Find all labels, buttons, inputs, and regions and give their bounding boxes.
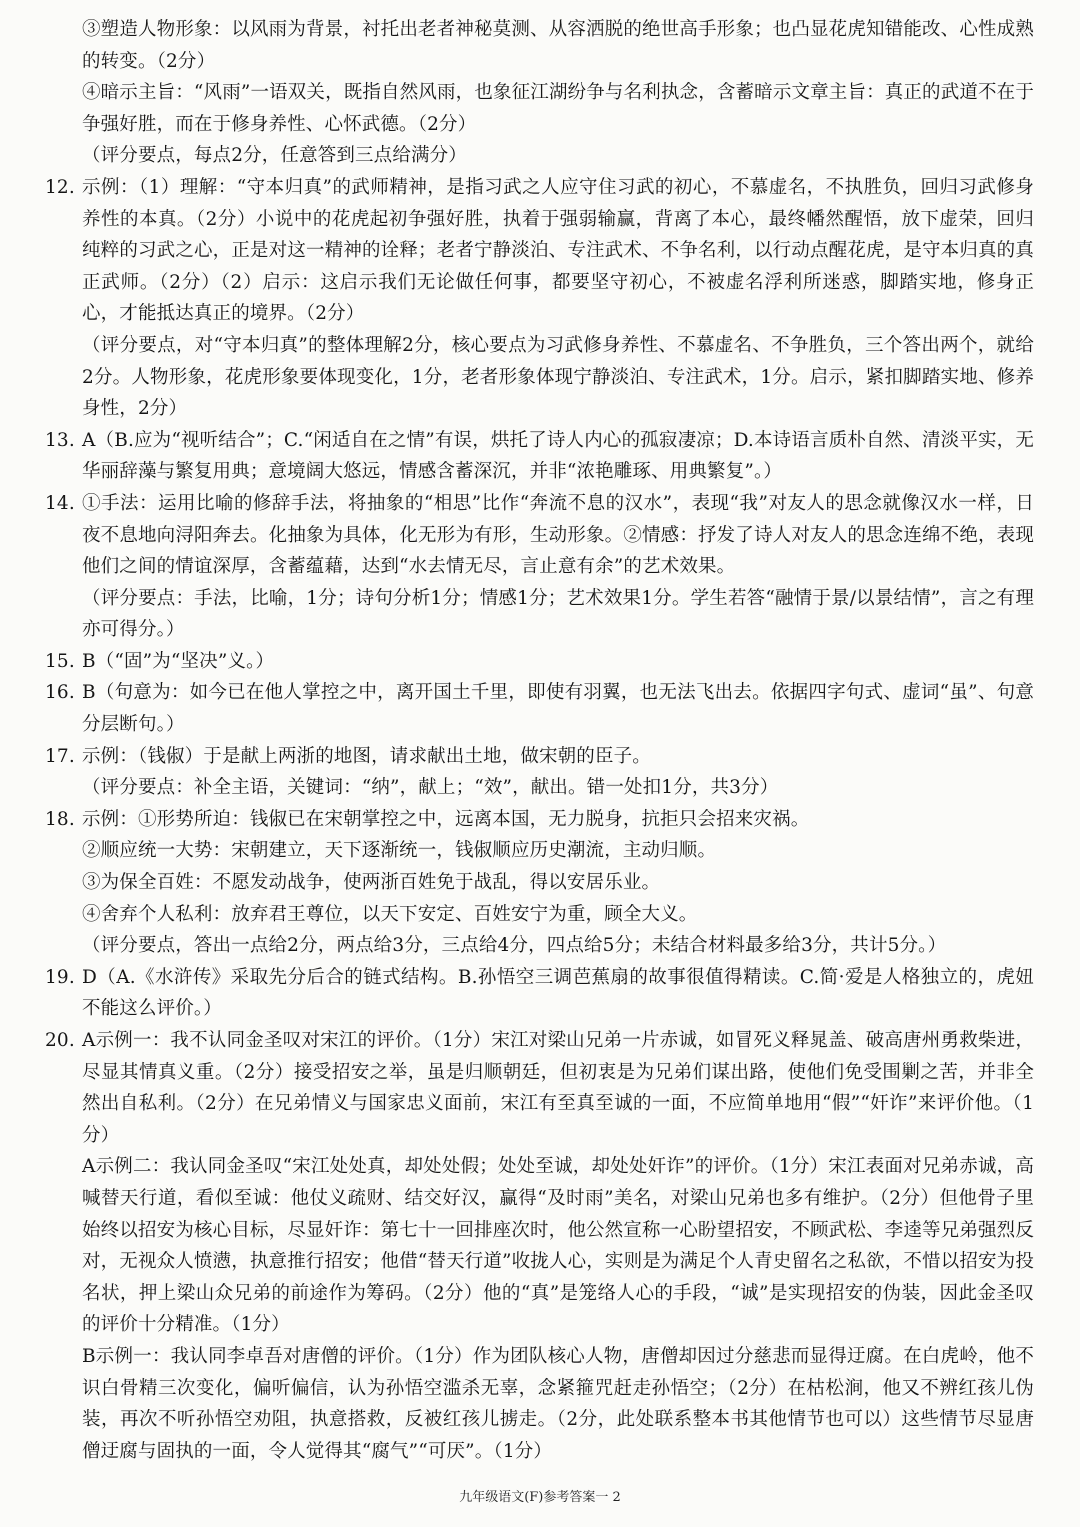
answer-text: B（“固”为“坚决”义。） (82, 650, 275, 672)
page-footer: 九年级语文(F)参考答案一 2 (459, 1490, 621, 1505)
q11-point-3: ③塑造人物形象：以风雨为背景，衬托出老者神秘莫测、从容洒脱的绝世高手形象；也凸显花虎知错能改、心性成熟的转变。（2分） (82, 19, 1034, 72)
question-14 (45, 488, 1034, 646)
scoring-note: （评分要点：补全主语，关键词：“纳”，献上；“效”，献出。错一处扣1分，共3分） (82, 777, 779, 799)
answer-text: A（B.应为“视听结合”；C.“闲适自在之情”有误，烘托了诗人内心的孤寂凄凉；D.本诗语言质朴自然、清淡平实，无华丽辞藻与繁复用典；意境阔大悠远，情感含蓄深沉，并非“浓艳雕琢、用典繁复”。） (82, 429, 1034, 483)
answer-text: 示例：（1）理解：“守本归真”的武师精神，是指习武之人应守住习武的初心，不慕虚名，不执胜负，回归习武修身养性的本真。（2分）小说中的花虎起初争强好胜，执着于强弱输赢，背离了本心，最终幡然醒悟，放下虚荣，回归纯粹的习武之心，正是对这一精神的诠释；老者宁静淡泊、专注武术、不争名利，以行动点醒花虎，是守本归真的真正武师。（2分）（2）启示：这启示我们无论做任何事，都要坚守初心，不被虚名浮利所迷惑，脚踏实地，修身正心，才能抵达真正的境界。（2分） (82, 176, 1034, 325)
question-number: 18. (45, 808, 75, 830)
answer-point-4: ④舍弃个人私利：放弃君王尊位，以天下安定、百姓安宁为重，顾全大义。 (82, 903, 698, 925)
scoring-note: （评分要点，对“守本归真”的整体理解2分，核心要点为习武修身养性、不慕虚名、不争胜负，三个答出两个，就给2分。人物形象，花虎形象要体现变化，1分，老者形象体现宁静淡泊、专注武术，1分。启示，紧扣脚踏实地、修养身性，2分） (82, 334, 1034, 420)
question-number: 20. (45, 1030, 75, 1051)
question-15 (45, 646, 1034, 678)
answer-content (45, 14, 1034, 1467)
question-number: 14. (45, 492, 75, 514)
question-number: 13. (45, 429, 75, 451)
answer-point-1: 示例：①形势所迫：钱俶已在宋朝掌控之中，远离本国，无力脱身，抗拒只会招来灾祸。 (82, 808, 810, 830)
answer-point-2: ②顺应统一大势：宋朝建立，天下逐渐统一，钱俶顺应历史潮流，主动归顺。 (82, 840, 717, 862)
q11-point-4: ④暗示主旨：“风雨”一语双关，既指自然风雨，也象征江湖纷争与名利执念，含蓄暗示文章主旨：真正的武道不在于争强好胜，而在于修身养性、心怀武德。（2分） (82, 82, 1034, 135)
question-number: 15. (45, 650, 75, 672)
answer-text: ①手法：运用比喻的修辞手法，将抽象的“相思”比作“奔流不息的汉水”，表现“我”对友人的思念就像汉水一样，日夜不息地向浔阳奔去。化抽象为具体，化无形为有形，生动形象。②情感：抒发了诗人对友人的思念连绵不绝，表现他们之间的情谊深厚，含蓄蕴藉，达到“水去情无尽，言止意有余”的艺术效果。 (82, 492, 1034, 578)
question-19 (45, 962, 1034, 1025)
answer-text: D（A.《水浒传》采取先分后合的链式结构。B.孙悟空三调芭蕉扇的故事很值得精读。C.简·爱是人格独立的，虎妞不能这么评价。） (82, 966, 1034, 1020)
q11-scoring-note: （评分要点，每点2分，任意答到三点给满分） (82, 145, 467, 167)
question-17 (45, 741, 1034, 804)
question-number: 16. (45, 682, 75, 704)
question-18 (45, 804, 1034, 962)
scoring-note: （评分要点，答出一点给2分，两点给3分，三点给4分，四点给5分；未结合材料最多给3分，共计5分。） (82, 935, 947, 957)
question-13 (45, 425, 1034, 488)
answer-point-3: ③为保全百姓：不愿发动战争，使两浙百姓免于战乱，得以安居乐业。 (82, 872, 661, 894)
question-number: 17. (45, 745, 75, 767)
answer-a-example-1: A示例一：我不认同金圣叹对宋江的评价。（1分）宋江对梁山兄弟一片赤诚，如冒死义释晁盖、破高唐州勇救柴进，尽显其情真义重。（2分）接受招安之举，虽是归顺朝廷，但初衷是为兄弟们谋出路，使他们免受围剿之苦，并非全然出自私利。（2分）在兄弟情义与国家忠义面前，宋江有至真至诚的一面，不应简单地用“假”“奸诈”来评价他。（1分） (82, 1030, 1034, 1146)
question-12 (45, 172, 1034, 425)
question-20 (45, 1025, 1034, 1467)
question-16 (45, 677, 1034, 740)
answer-text: 示例：（钱俶）于是献上两浙的地图，请求献出土地，做宋朝的臣子。 (82, 745, 651, 767)
question-number: 12. (45, 176, 75, 198)
answer-b-example-1: B示例一：我认同李卓吾对唐僧的评价。（1分）作为团队核心人物，唐僧却因过分慈悲而显得迂腐。在白虎岭，他不识白骨精三次变化，偏听偏信，认为孙悟空滥杀无辜，念紧箍咒赶走孙悟空；（2分）在枯松涧，他又不辨红孩儿伪装，再次不听孙悟空劝阻，执意搭救，反被红孩儿掳走。（2分，此处联系整本书其他情节也可以）这些情节尽显唐僧迂腐与固执的一面，令人觉得其“腐气”“可厌”。（1分） (82, 1345, 1034, 1462)
question-number: 19. (45, 966, 75, 988)
answer-text: B（句意为：如今已在他人掌控之中，离开国土千里，即使有羽翼，也无法飞出去。依据四字句式、虚词“虽”、句意分层断句。） (82, 682, 1034, 736)
scoring-note: （评分要点：手法，比喻，1分；诗句分析1分；情感1分；艺术效果1分。学生若答“融情于景/以景结情”，言之有理亦可得分。） (82, 587, 1034, 641)
answer-a-example-2: A示例二：我认同金圣叹“宋江处处真，却处处假；处处至诚，却处处奸诈”的评价。（1分）宋江表面对兄弟赤诚，高喊替天行道，看似至诚：他仗义疏财、结交好汉，赢得“及时雨”美名，对梁山兄弟也多有维护。（2分）但他骨子里始终以招安为核心目标，尽显奸诈：第七十一回排座次时，他公然宣称一心盼望招安，不顾武松、李逵等兄弟强烈反对，无视众人愤懑，执意推行招安；他借“替天行道”收拢人心，实则是为满足个人青史留名之私欲，不惜以招安为投名状，押上梁山众兄弟的前途作为筹码。（2分）他的“真”是笼络人心的手段，“诚”是实现招安的伪装，因此金圣叹的评价十分精准。（1分） (82, 1156, 1034, 1336)
